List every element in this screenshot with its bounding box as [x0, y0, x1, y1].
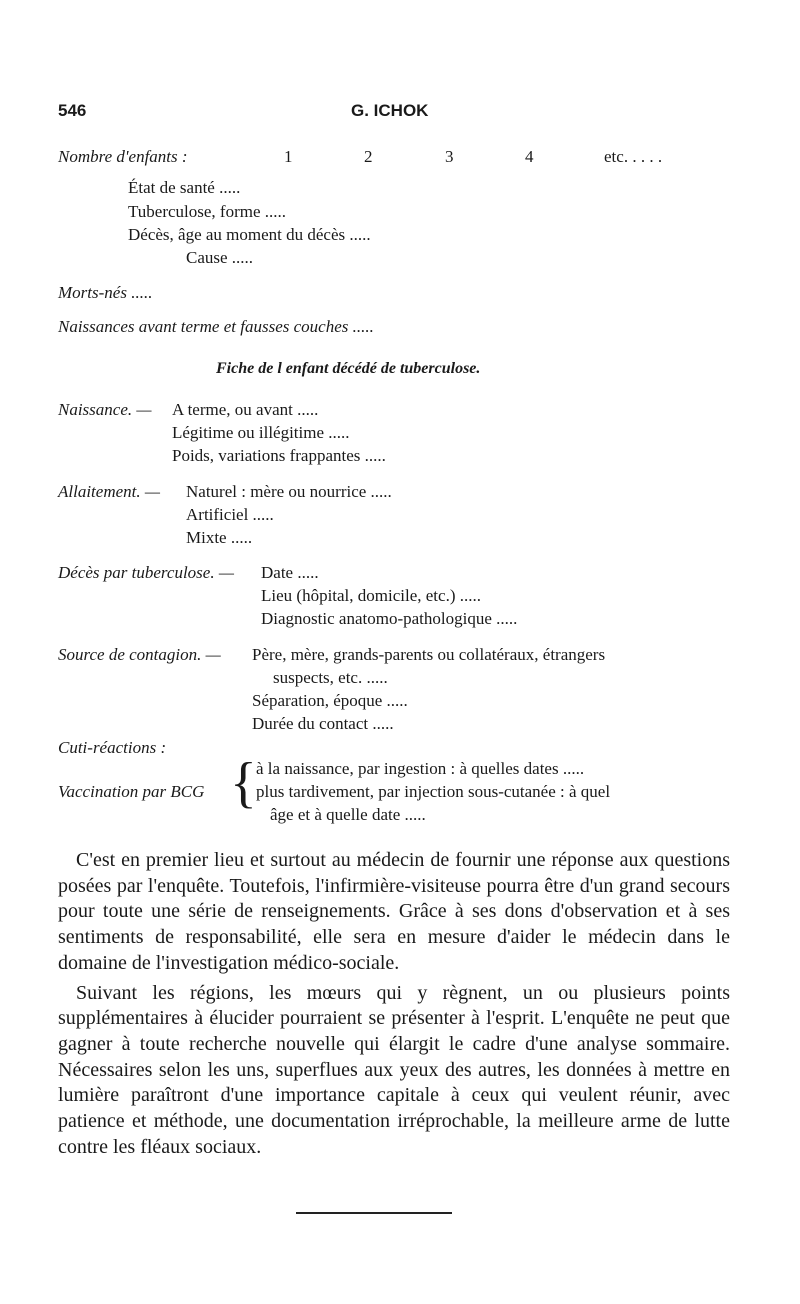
- contagion-line-3: Séparation, époque .....: [252, 691, 408, 710]
- children-label: Nombre d'enfants :: [58, 147, 188, 166]
- children-col-4: 4: [525, 147, 534, 166]
- children-row-tuberculosis: Tuberculose, forme .....: [128, 202, 287, 221]
- running-head-author: G. ICHOK: [351, 101, 429, 120]
- premature-line: Naissances avant terme et fausses couches .....: [58, 317, 374, 336]
- birth-line-1: A terme, ou avant .....: [172, 400, 319, 419]
- children-col-2: 2: [364, 147, 373, 166]
- children-row-death-age: Décès, âge au moment du décès .....: [128, 225, 371, 244]
- bcg-line-2: plus tardivement, par injection sous-cutanée : à quel: [256, 782, 611, 801]
- death-line-3: Diagnostic anatomo-pathologique .....: [261, 609, 518, 628]
- bcg-line-1: à la naissance, par ingestion : à quelles dates .....: [256, 759, 585, 778]
- contagion-line-2: suspects, etc. .....: [273, 668, 388, 687]
- feeding-line-3: Mixte .....: [186, 528, 253, 547]
- contagion-line-1: Père, mère, grands-parents ou collatéraux, étrangers: [252, 645, 606, 664]
- bcg-line-3: âge et à quelle date .....: [270, 805, 426, 824]
- children-col-1: 1: [284, 147, 293, 166]
- closing-rule: [296, 1212, 452, 1214]
- birth-label: Naissance. —: [58, 400, 152, 419]
- sheet-title: Fiche de l enfant décédé de tuberculose.: [216, 360, 481, 377]
- cuti-label: Cuti-réactions :: [58, 738, 167, 757]
- contagion-label: Source de contagion. —: [58, 645, 221, 664]
- death-line-1: Date .....: [261, 563, 319, 582]
- death-label: Décès par tuberculose. —: [58, 563, 234, 582]
- contagion-line-4: Durée du contact .....: [252, 714, 394, 733]
- page-number: 546: [58, 101, 87, 120]
- body-text: [58, 848, 730, 1160]
- feeding-label: Allaitement. —: [58, 482, 160, 501]
- children-row-cause: Cause .....: [186, 248, 254, 267]
- children-col-3: 3: [445, 147, 454, 166]
- bcg-brace: {: [230, 752, 257, 814]
- bcg-label: Vaccination par BCG: [58, 782, 205, 801]
- stillborn-line: Morts-nés .....: [58, 283, 153, 302]
- children-row-health: État de santé .....: [128, 178, 241, 197]
- paragraph-2: Suivant les régions, les mœurs qui y règnent, un ou plusieurs points supplémentaires à élucider pourraient se présenter à l'esprit. L'enquête ne peut que gagner à toute recherche nouvelle qui élargit le cadre d'une analyse sommaire. Nécessaires selon les uns, superflues aux yeux des autres, les données à mettre en lumière paraîtront d'une importance capitale à ceux qui veulent réunir, avec patience et méthode, une documentation irréprochable, la meilleure arme de lutte contre les fléaux sociaux.: [58, 981, 730, 1158]
- birth-line-2: Légitime ou illégitime .....: [172, 423, 350, 442]
- paragraph-1: C'est en premier lieu et surtout au médecin de fournir une réponse aux questions posées par l'enquête. Toutefois, l'infirmière-visiteuse pourra être d'un grand secours pour toute une série de renseignements. Grâce à ses dons d'observation et à ses sentiments de responsabilité, elle sera en mesure d'aider le médecin dans le domaine de l'investigation médico-sociale.: [58, 849, 730, 974]
- children-col-etc: etc. . . . .: [604, 147, 663, 166]
- feeding-line-1: Naturel : mère ou nourrice .....: [186, 482, 392, 501]
- death-line-2: Lieu (hôpital, domicile, etc.) .....: [261, 586, 481, 605]
- birth-line-3: Poids, variations frappantes .....: [172, 446, 386, 465]
- feeding-line-2: Artificiel .....: [186, 505, 274, 524]
